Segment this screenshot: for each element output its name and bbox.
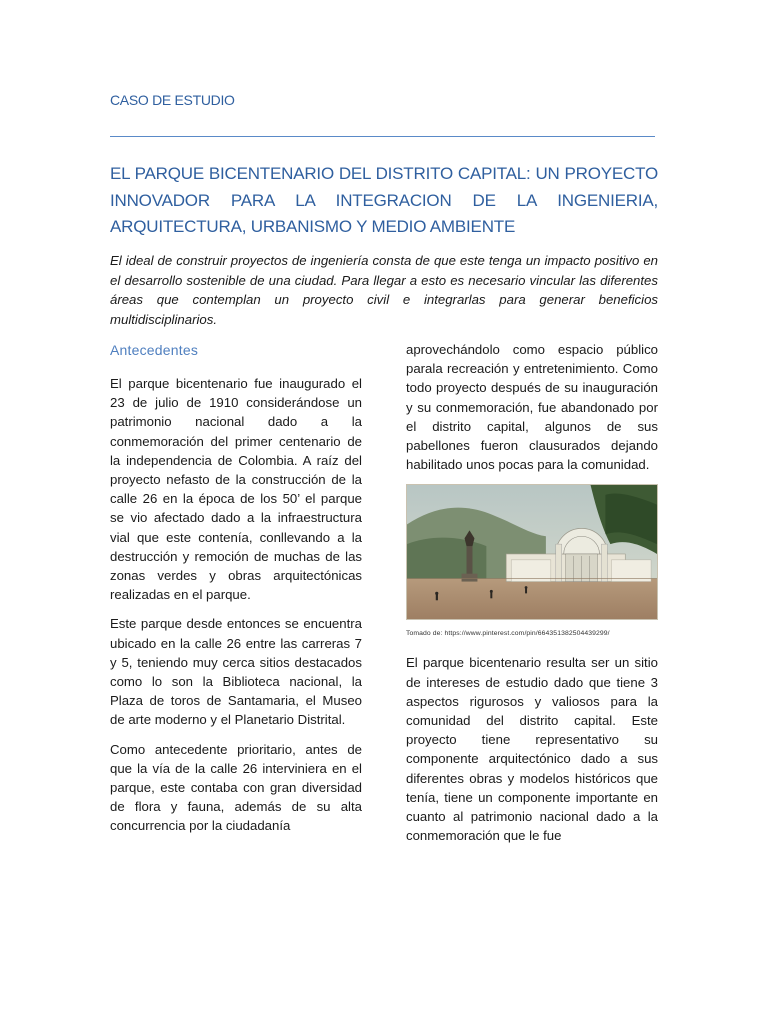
body-paragraph: aprovechándolo como espacio público parala recreación y entretenimiento. Como todo proyecto después de su inauguración y su conmemoración, fue abandonado por el distrito capital, algunos de sus pabellones fueron clausurados dejando habilitado unos pocas para la comunidad.: [406, 342, 658, 473]
header-divider: [110, 136, 655, 137]
article-intro: El ideal de construir proyectos de ingeniería consta de que este tenga un impacto positivo en el desarrollo sostenible de una ciudad. Para llegar a esto es necesario vincular las diferentes áreas que contemplan un proyecto civil e integrarlas para generar beneficios multidisciplinarios.: [110, 253, 658, 327]
image-caption: Tomado de: https://www.pinterest.com/pin/664351382504439299/: [406, 630, 610, 638]
right-column: [406, 340, 658, 855]
left-column: [110, 340, 362, 846]
case-study-label: CASO DE ESTUDIO: [110, 92, 235, 108]
body-paragraph: El parque bicentenario fue inaugurado el 23 de julio de 1910 considerándose un patrimonio nacional dado a la conmemoración del primer centenario de la independencia de Colombia. A raíz del proyecto nefasto de la construcción de la calle 26 en la época de los 50’ el parque se vio afectado dado a la infraestructura vial que este contenía, conllevando a la destrucción y remoción de muchas de las zonas verdes y obras arquitectónicas realizadas en el parque.: [110, 376, 362, 603]
body-paragraph: El parque bicentenario resulta ser un sitio de intereses de estudio dado que tiene 3 aspectos rigurosos y valiosos para la comunidad del distrito capital. Este proyecto tiene representativo su componente arquitectónico dado a sus diferentes obras y modelos históricos que tenía, tiene un componente importante en cuanto al patrimonio nacional dado a la conmemoración que le fue: [406, 655, 658, 844]
body-paragraph: Como antecedente prioritario, antes de que la vía de la calle 26 interviniera en el parque, este contaba con gran diversidad de flora y fauna, además de su alta concurrencia por la ciudadanía: [110, 741, 362, 834]
body-paragraph: Este parque desde entonces se encuentra ubicado en la calle 26 entre las carreras 7 y 5, teniendo muy cerca sitios destacados como lo son la Biblioteca nacional, la Plaza de toros de Santamaria, el Museo de arte moderno y el Planetario Distrital.: [110, 616, 362, 728]
historic-park-pavilion-photo: [406, 484, 658, 620]
article-title: EL PARQUE BICENTENARIO DEL DISTRITO CAPITAL: UN PROYECTO INNOVADOR PARA LA INTEGRACION DE LA INGENIERIA, ARQUITECTURA, URBANISMO Y MEDIO AMBIENTE: [110, 164, 658, 236]
section-heading-antecedentes: Antecedentes: [110, 342, 199, 358]
